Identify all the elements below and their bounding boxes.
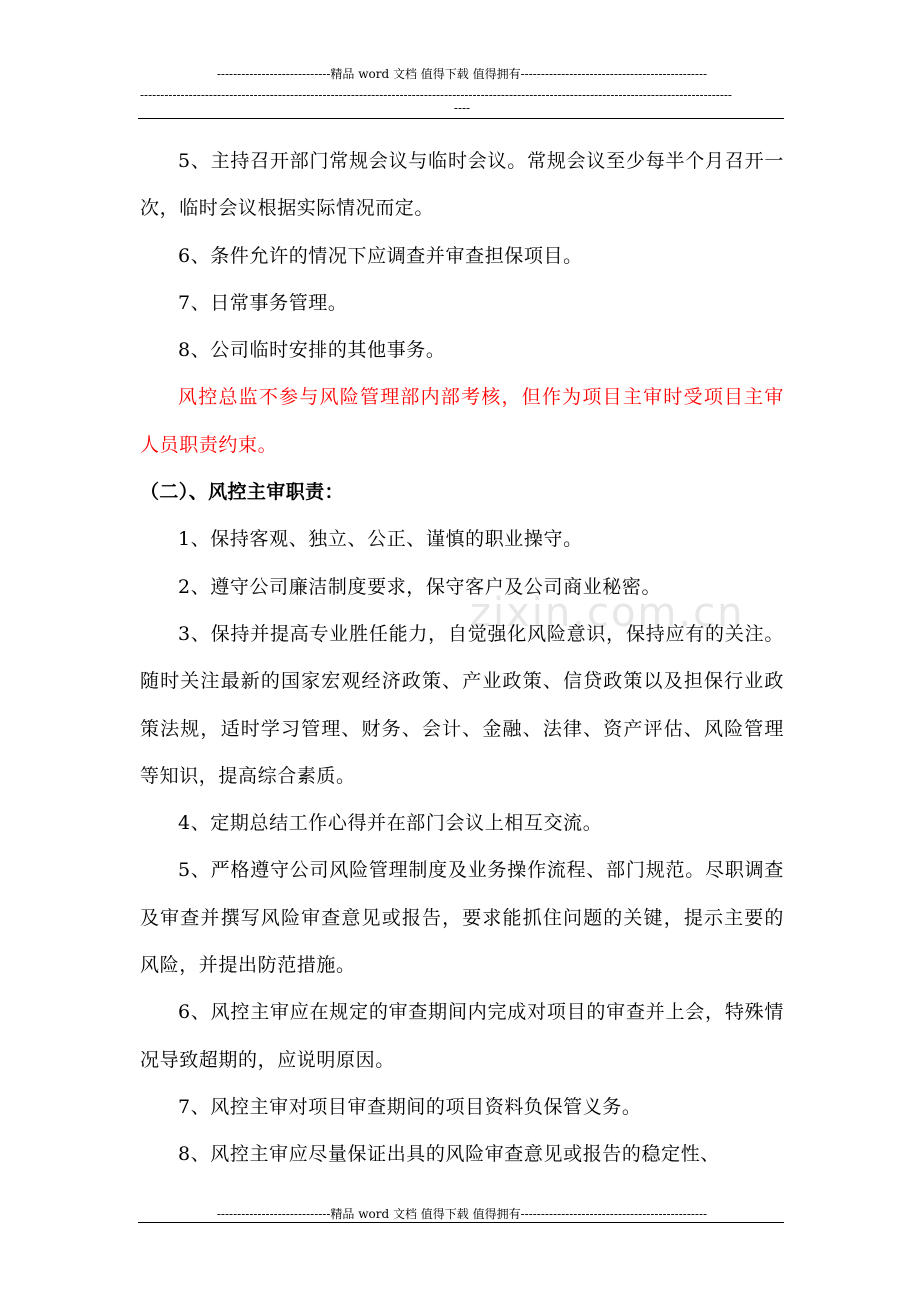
duty-item-6: 6、条件允许的情况下应调查并审查担保项目。 xyxy=(178,244,583,267)
footer-rule xyxy=(138,1222,784,1223)
reviewer-duty-2: 2、遵守公司廉洁制度要求，保守客户及公司商业秘密。 xyxy=(178,575,662,598)
header-dash-line: -------------------------------------------------------------------------------------------------------------------------------------------------- xyxy=(140,88,732,102)
reviewer-duty-5: 5、严格遵守公司风险管理制度及业务操作流程、部门规范。尽职调查及审查并撰写风险审查意见或报告，要求能抓住问题的关键，提示主要的风险，并提出防范措施。 xyxy=(140,859,784,977)
duty-item-8: 8、公司临时安排的其他事务。 xyxy=(178,339,446,362)
footer-banner: ----------------------------精品 word 文档 值得下载 值得拥有---------------------------------------------- xyxy=(216,1207,708,1221)
watermark: zixin.com.cn xyxy=(470,590,745,636)
section-heading: （二）、风控主审职责： xyxy=(140,481,344,504)
header-banner: ----------------------------精品 word 文档 值得下载 值得拥有---------------------------------------------- xyxy=(216,67,708,81)
reviewer-duty-1: 1、保持客观、独立、公正、谨慎的职业操守。 xyxy=(178,528,583,551)
reviewer-duty-4: 4、定期总结工作心得并在部门会议上相互交流。 xyxy=(178,812,603,835)
document-body xyxy=(140,138,784,1179)
duty-item-7: 7、日常事务管理。 xyxy=(178,291,348,314)
header-dash-tail: ---- xyxy=(453,101,471,115)
reviewer-duty-6: 6、风控主审应在规定的审查期间内完成对项目的审查并上会，特殊情况导致超期的，应说明原因。 xyxy=(140,1001,784,1071)
reviewer-duty-7: 7、风控主审对项目审查期间的项目资料负保管义务。 xyxy=(178,1095,642,1118)
duty-item-5: 5、主持召开部门常规会议与临时会议。常规会议至少每半个月召开一次，临时会议根据实际情况而定。 xyxy=(140,150,784,220)
header-rule xyxy=(138,118,784,119)
reviewer-duty-3: 3、保持并提高专业胜任能力，自觉强化风险意识，保持应有的关注。随时关注最新的国家宏观经济政策、产业政策、信贷政策以及担保行业政策法规，适时学习管理、财务、会计、金融、法律、资产评估、风险管理等知识，提高综合素质。 xyxy=(140,622,784,787)
reviewer-duty-8: 8、风控主审应尽量保证出具的风险审查意见或报告的稳定性、 xyxy=(178,1143,720,1166)
red-note: 风控总监不参与风险管理部内部考核，但作为项目主审时受项目主审人员职责约束。 xyxy=(140,386,784,456)
